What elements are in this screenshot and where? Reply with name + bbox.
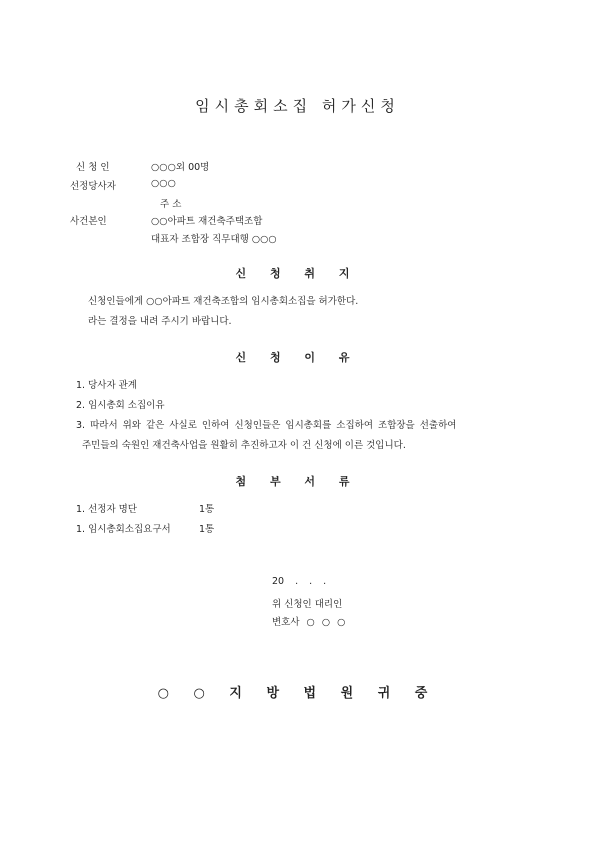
- document-title: 임시총회소집 허가신청: [195, 97, 400, 115]
- attachment-2-name: 1. 임시총회소집요구서: [76, 524, 171, 535]
- respondent-label: 사건본인: [70, 216, 107, 227]
- court-addressee: ○ ○ 지 방 법 원 귀 중: [157, 686, 438, 701]
- signature-line-1: 위 신청인 대리인: [272, 599, 343, 610]
- attachment-1-qty: 1통: [199, 504, 215, 515]
- designated-party-label: 선정당사자: [70, 181, 116, 192]
- reason-item-2: 2. 임시총회 소집이유: [76, 400, 165, 411]
- applicant-label: 신 청 인: [76, 162, 110, 173]
- signature-date: 20 . . .: [272, 576, 327, 587]
- respondent-value: ○○아파트 재건축주택조합: [151, 216, 263, 227]
- designated-party-value: ○○○: [151, 178, 176, 189]
- applicant-value: ○○○외 00명: [151, 162, 210, 173]
- signature-line-2: 변호사 ○ ○ ○: [272, 617, 346, 628]
- representative-value: 대표자 조합장 직무대행 ○○○: [151, 234, 277, 245]
- purpose-line-1: 신청인들에게 ○○아파트 재건축조합의 임시총회소집을 허가한다.: [88, 296, 359, 307]
- reason-item-3-line-2: 주민들의 숙원인 재건축사업을 원활히 추진하고자 이 건 신청에 이른 것입니다.: [82, 440, 406, 451]
- address-label: 주 소: [160, 199, 182, 210]
- purpose-heading: 신 청 취 지: [235, 267, 360, 280]
- reason-item-1: 1. 당사자 관계: [76, 380, 137, 391]
- attachment-1-name: 1. 선정자 명단: [76, 504, 137, 515]
- reason-heading: 신 청 이 유: [235, 351, 360, 364]
- reason-item-3-line-1: 3. 따라서 위와 같은 사실로 인하여 신청인들은 임시총회를 소집하여 조합장을 선출하여: [76, 420, 457, 431]
- purpose-line-2: 라는 결정을 내려 주시기 바랍니다.: [88, 316, 232, 327]
- attachment-2-qty: 1통: [199, 524, 215, 535]
- attachments-heading: 첨 부 서 류: [235, 475, 360, 488]
